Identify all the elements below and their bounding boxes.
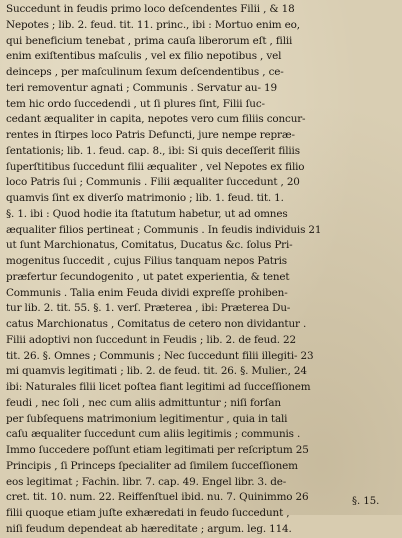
- text-line: ſentationis; lib. 1. feud. cap. 8., ibi: Si quis deceſſerit filiis: [6, 144, 300, 157]
- text-line: mi quamvis legitimati ; lib. 2. de feud. tit. 26. §. Mulier., 24: [6, 365, 307, 378]
- text-line: filii quoque etiam juſte exhæredati in feudo ſuccedunt ,: [6, 507, 290, 519]
- text-line: eos legitimat ; Fachin. libr. 7. cap. 49. Engel libr. 3. de-: [6, 475, 287, 488]
- text-line: quamvis ſint ex diverſo matrimonio ; lib. 1. feud. tit. 1.: [6, 192, 284, 204]
- text-line: rentes in ſtirpes loco Patris Defuncti, jure nempe repræ-: [6, 129, 295, 141]
- text-line: niſi feudum dependeat ab hæreditate ; argum. leg. 114.: [6, 522, 292, 535]
- text-line: qui beneficium tenebat , prima cauſa liberorum eſt , filii: [6, 34, 293, 47]
- text-line: mogenitus ſuccedit , cujus Filius tanquam nepos Patris: [6, 255, 287, 267]
- text-line: ſuperſtitibus ſuccedunt filii æqualiter , vel Nepotes ex filio: [6, 160, 305, 173]
- text-line: ibi: Naturales filii licet poſtea fiant legitimi ad ſucceſſionem: [6, 381, 311, 393]
- text-line: per ſubſequens matrimonium legitimentur , quia in tali: [6, 412, 288, 425]
- text-line: Succedunt in feudis primo loco deſcendentes Filii , & 18: [6, 3, 295, 15]
- page-signature: §. 15.: [352, 496, 380, 507]
- text-line: tem hic ordo ſuccedendi , ut ſi plures ſint, Filii ſuc-: [6, 97, 265, 110]
- text-line: feudi , nec ſoli , nec cum aliis admittuntur ; niſi forſan: [6, 396, 281, 409]
- text-line: catus Marchionatus , Comitatus de cetero non dividantur .: [6, 318, 307, 330]
- text-line: caſu æqualiter ſuccedunt cum aliis legitimis ; communis .: [6, 428, 301, 441]
- text-line: Nepotes ; lib. 2. feud. tit. 11. princ., ibi : Mortuo enim eo,: [6, 18, 300, 31]
- text-line: cedant æqualiter in capita, nepotes vero cum filiis concur-: [6, 113, 306, 126]
- text-line: Communis . Talia enim Feuda dividi expreſſe prohiben-: [6, 286, 288, 299]
- text-line: loco Patris ſui ; Communis . Filii æqualiter ſuccedunt , 20: [6, 176, 300, 189]
- body-text: [6, 2, 374, 538]
- text-line: præfertur ſecundogenito , ut patet experientia, & tenet: [6, 270, 290, 283]
- text-line: Filii adoptivi non ſuccedunt in Feudis ; lib. 2. de feud. 22: [6, 333, 296, 346]
- text-line: æqualiter filios pertineat ; Communis . In feudis individuis 21: [6, 223, 322, 236]
- text-line: deinceps , per maſculinum ſexum deſcendentibus , ce-: [6, 66, 284, 78]
- text-line: Immo ſuccedere poſſunt etiam legitimati per reſcriptum 25: [6, 444, 309, 456]
- text-line: teri removentur agnati ; Communis . Servatur au- 19: [6, 81, 277, 94]
- text-line: cret. tit. 10. num. 22. Reiffenſtuel ibid. nu. 7. Quinimmo 26: [6, 491, 309, 504]
- text-line: Principis , ſi Princeps ſpecialiter ad ſimilem ſucceſſionem: [6, 459, 298, 472]
- text-line: enim exiſtentibus maſculis , vel ex filio nepotibus , vel: [6, 50, 282, 63]
- text-line: tur lib. 2. tit. 55. §. 1. verſ. Præterea , ibi: Præterea Du-: [6, 302, 291, 315]
- text-line: tit. 26. §. Omnes ; Communis ; Nec ſuccedunt filii illegiti- 23: [6, 349, 314, 362]
- text-line: §. 1. ibi : Quod hodie ita ſtatutum habetur, ut ad omnes: [6, 207, 288, 220]
- text-line: ut ſunt Marchionatus, Comitatus, Ducatus &c. ſolus Pri-: [6, 239, 293, 252]
